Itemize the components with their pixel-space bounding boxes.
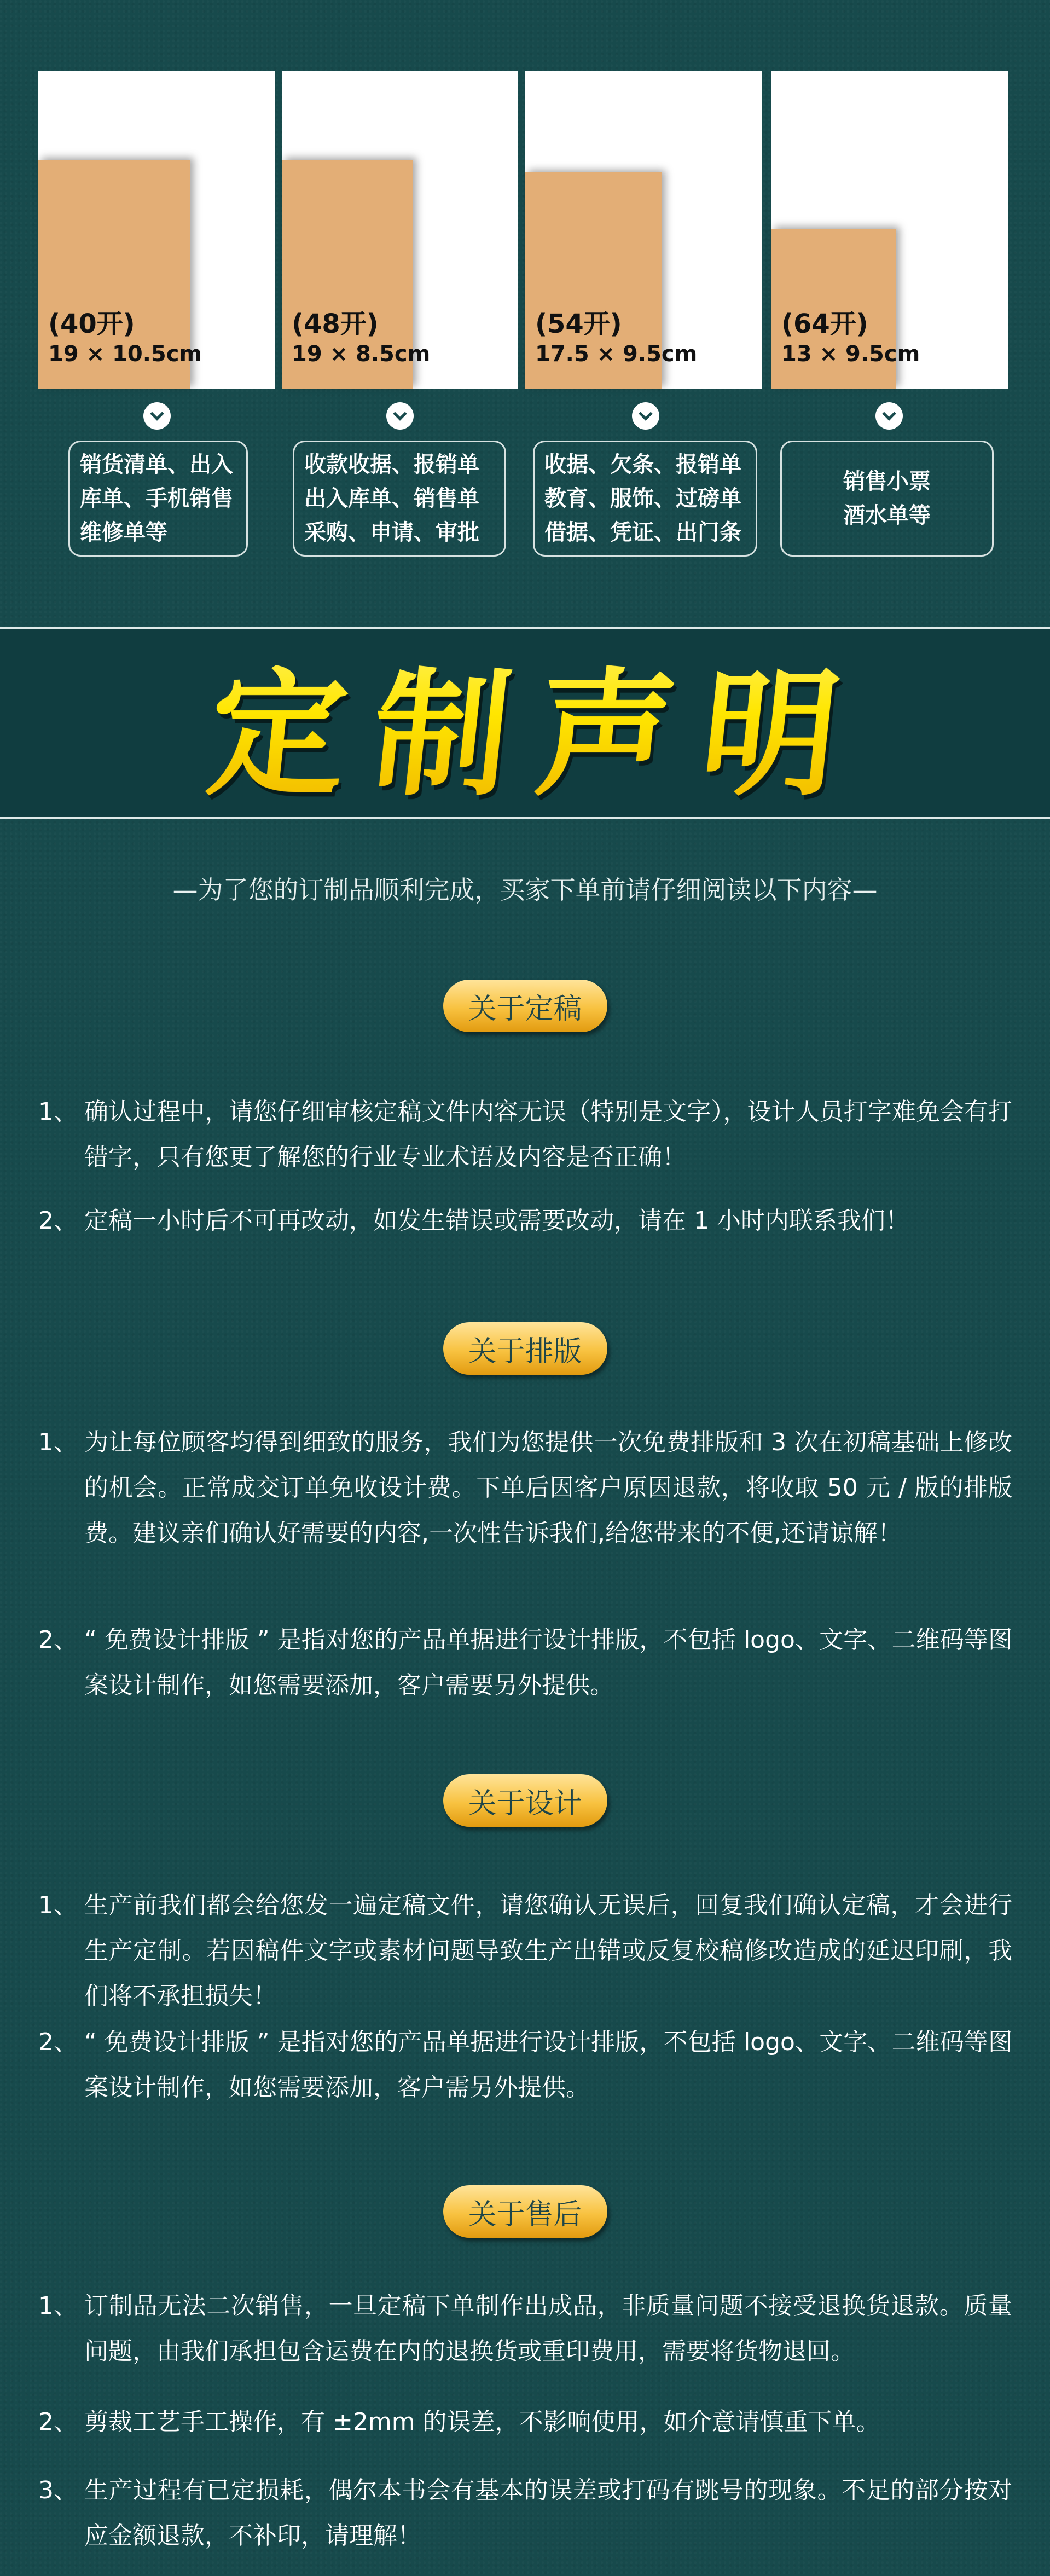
size-dim: 13 × 9.5cm: [781, 341, 920, 367]
item-text: 剪裁工艺手工操作，有 ±2mm 的误差，不影响使用，如介意请慎重下单。: [84, 2408, 880, 2436]
size-card-64: [771, 71, 1008, 389]
item-number: 2、: [38, 2028, 78, 2056]
size-label: [292, 308, 430, 368]
list-item: [38, 1883, 1012, 2019]
size-usage-box: [68, 441, 248, 557]
item-number: 2、: [38, 2408, 78, 2436]
chevron-down-icon: [143, 402, 171, 430]
item-number: 3、: [38, 2476, 78, 2504]
list-item: [38, 2468, 1012, 2558]
size-label: [535, 308, 697, 368]
chevron-down-icon: [875, 402, 903, 430]
section-title-finalize: 关于定稿: [443, 980, 607, 1032]
size-usage-box: [780, 441, 994, 557]
item-number: 1、: [38, 1098, 78, 1126]
list-item: [38, 1420, 1012, 1556]
item-text: 订制品无法二次销售，一旦定稿下单制作出成品，非质量问题不接受退换货退款。质量问题，由我们承担包含运费在内的退换货或重印费用，需要将货物退回。: [84, 2292, 1012, 2365]
section-title-layout: 关于排版: [443, 1322, 607, 1375]
size-kai: (64开): [781, 309, 868, 339]
usage-text: 销售小票 酒水单等: [843, 469, 931, 528]
list-item: [38, 2283, 1012, 2374]
size-card-40: [38, 71, 275, 389]
item-number: 1、: [38, 1891, 78, 1919]
size-card-54: [525, 71, 762, 389]
item-text: 定稿一小时后不可再改动，如发生错误或需要改动，请在 1 小时内联系我们！: [84, 1207, 909, 1235]
size-label: [48, 308, 202, 368]
list-item: [38, 2399, 1012, 2445]
item-number: 2、: [38, 1207, 78, 1235]
list-item: [38, 1198, 1012, 1243]
item-text: “ 免费设计排版 ” 是指对您的产品单据进行设计排版，不包括 logo、文字、二维码等图案设计制作，如您需要添加，客户需另外提供。: [84, 2028, 1012, 2102]
page-title: 定制声明: [173, 624, 878, 821]
item-text: 为让每位顾客均得到细致的服务，我们为您提供一次免费排版和 3 次在初稿基础上修改的机会。正常成交订单免收设计费。下单后因客户原因退款，将收取 50 元 / 版的排版费。建议亲们确认好需要的内容,一次性告诉我们,给您带来的不便,还请谅解！: [84, 1428, 1012, 1547]
item-number: 1、: [38, 1428, 78, 1456]
size-dim: 19 × 8.5cm: [292, 341, 431, 367]
list-item: [38, 1089, 1012, 1180]
usage-text: 销货清单、出入 库单、手机销售 维修单等: [80, 452, 233, 545]
item-text: “ 免费设计排版 ” 是指对您的产品单据进行设计排版，不包括 logo、文字、二维码等图案设计制作，如您需要添加，客户需要另外提供。: [84, 1626, 1012, 1699]
item-number: 2、: [38, 1626, 78, 1654]
intro-text: —为了您的订制品顺利完成，买家下单前请仔细阅读以下内容—: [172, 875, 878, 905]
item-text: 生产前我们都会给您发一遍定稿文件，请您确认无误后，回复我们确认定稿，才会进行生产定制。若因稿件文字或素材问题导致生产出错或反复校稿修改造成的延迟印刷，我们将不承担损失！: [84, 1891, 1012, 2010]
size-kai: (54开): [535, 309, 622, 339]
size-kai: (40开): [48, 309, 135, 339]
section-title-aftersales: 关于售后: [443, 2185, 607, 2238]
item-number: 1、: [38, 2292, 78, 2320]
size-usage-box: [533, 441, 757, 557]
paper-sizes: [0, 0, 1050, 624]
size-dim: 17.5 × 9.5cm: [535, 341, 698, 367]
chevron-down-icon: [632, 402, 659, 430]
size-card-48: [282, 71, 518, 389]
size-dim: 19 × 10.5cm: [48, 341, 202, 367]
title-banner: [0, 627, 1050, 819]
section-title-design: 关于设计: [443, 1774, 607, 1827]
item-text: 生产过程有已定损耗，偶尔本书会有基本的误差或打码有跳号的现象。不足的部分按对应金额退款，不补印，请理解！: [84, 2476, 1012, 2550]
chevron-down-icon: [386, 402, 414, 430]
size-kai: (48开): [292, 309, 379, 339]
size-label: [781, 308, 920, 368]
list-item: [38, 1617, 1012, 1708]
item-text: 确认过程中，请您仔细审核定稿文件内容无误（特别是文字），设计人员打字难免会有打错字，只有您更了解您的行业专业术语及内容是否正确！: [84, 1098, 1012, 1171]
usage-text: 收据、欠条、报销单 教育、服饰、过磅单 借据、凭证、出门条: [544, 452, 741, 545]
usage-text: 收款收据、报销单 出入库单、销售单 采购、申请、审批: [304, 452, 479, 545]
size-usage-box: [293, 441, 506, 557]
list-item: [38, 2019, 1012, 2110]
